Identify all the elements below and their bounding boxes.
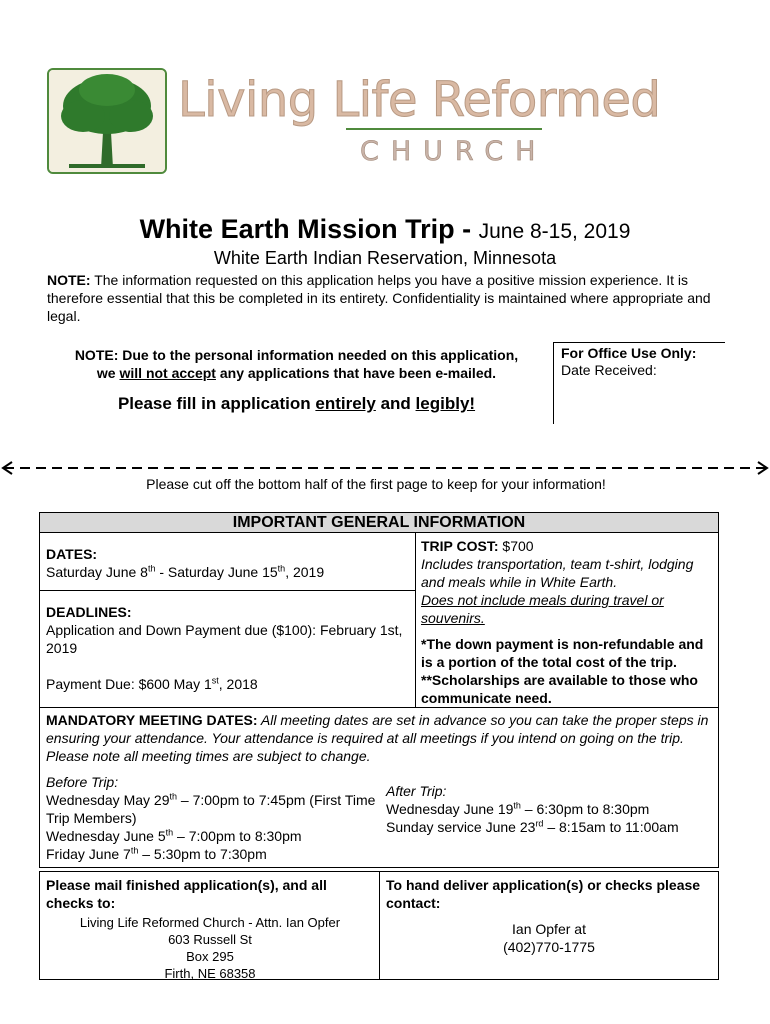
after-meeting-1: Wednesday June 19th – 6:30pm to 8:30pm (386, 800, 650, 817)
contact-info (386, 920, 712, 956)
mail-cell (46, 876, 374, 982)
info-row-divider (40, 590, 415, 591)
after-trip-meetings (386, 782, 716, 836)
note2-line2b: any applications that have been e-mailed. (215, 365, 497, 381)
info-row-divider-2 (40, 707, 718, 708)
note-label: NOTE: (47, 272, 91, 288)
note2-line2a: we (96, 365, 120, 381)
note2-line1: NOTE: Due to the personal information needed on this application, (74, 347, 519, 363)
address-line-4: Firth, NE 68358 (164, 966, 256, 981)
hand-deliver-label: To hand deliver application(s) or checks please contact: (386, 877, 701, 911)
tree-icon (49, 70, 165, 172)
address-line-3: Box 295 (186, 949, 234, 964)
mail-address (46, 914, 374, 982)
after-trip-label: After Trip: (386, 783, 447, 799)
before-trip-label: Before Trip: (46, 774, 119, 790)
info-header: IMPORTANT GENERAL INFORMATION (40, 513, 718, 533)
office-use-box (553, 342, 725, 424)
fill-text-a: Please fill in application (117, 394, 316, 413)
note-no-email (44, 346, 549, 382)
address-line-2: 603 Russell St (168, 932, 252, 947)
note2-emphasis: will not accept (119, 365, 216, 381)
church-logo-tree (47, 68, 167, 174)
fill-entirely: entirely (315, 394, 376, 413)
logo-divider (346, 128, 542, 130)
contact-phone: (402)770-1775 (503, 939, 595, 955)
deadlines-label: DEADLINES: (46, 604, 132, 620)
trip-cost: TRIP COST: $700 (421, 538, 534, 554)
contact-column-divider (379, 871, 380, 980)
mail-label: Please mail finished application(s), and all checks to: (46, 877, 327, 911)
page-title (0, 214, 770, 245)
info-column-divider (415, 533, 416, 708)
trip-not-included: Does not include meals during travel or souvenirs. (421, 592, 664, 626)
fill-text-b: and (375, 394, 416, 413)
meeting-dates (46, 711, 714, 765)
fill-legibly: legibly! (415, 394, 476, 413)
meeting-label: MANDATORY MEETING DATES: (46, 712, 258, 728)
deadlines-cell (46, 603, 411, 693)
dates-value: Saturday June 8th - Saturday June 15th, 2019 (46, 563, 325, 580)
before-meeting-2: Wednesday June 5th – 7:00pm to 8:30pm (46, 827, 302, 844)
title-date: June 8-15, 2019 (478, 220, 631, 243)
note-text: The information requested on this application helps you have a positive mission experience. It is therefore essential that this be completed in its entirety. Confidentiality is maintained where appropriate and legal. (47, 272, 711, 324)
office-title: For Office Use Only: (561, 345, 697, 361)
logo-subtitle: CHURCH (360, 136, 548, 167)
trip-cost-cell (421, 537, 713, 707)
dates-cell (46, 545, 411, 581)
date-received-label: Date Received: (561, 362, 657, 378)
page-subtitle: White Earth Indian Reservation, Minnesota (213, 248, 557, 268)
logo-title: Living Life Reformed (178, 72, 661, 128)
note-information (47, 271, 737, 325)
before-trip-meetings (46, 773, 376, 863)
contact-name: Ian Opfer at (512, 921, 586, 937)
hand-deliver-cell (386, 876, 714, 956)
dates-label: DATES: (46, 546, 98, 562)
down-payment-note: *The down payment is non-refundable and is a portion of the total cost of the trip. **Scholarships are available to those who communicate need. (421, 636, 704, 706)
deadline-payment: Payment Due: $600 May 1st, 2018 (46, 675, 258, 692)
fill-instruction (44, 394, 549, 414)
cut-line (0, 458, 770, 478)
meeting-text: All meeting dates are set in advance so you can take the proper steps in ensuring your attendance. Your attendance is required at all meetings if you intend on going on the trip. Please note all meeting times are subject to change. (46, 712, 709, 764)
deadline-application: Application and Down Payment due ($100): February 1st, 2019 (46, 622, 403, 656)
trip-includes: Includes transportation, team t-shirt, lodging and meals while in White Earth. (421, 556, 694, 590)
title-bold: White Earth Mission Trip - (139, 214, 479, 244)
before-meeting-3: Friday June 7th – 5:30pm to 7:30pm (46, 845, 267, 862)
address-line-1: Living Life Reformed Church - Attn. Ian Opfer (79, 915, 341, 930)
cut-instruction: Please cut off the bottom half of the first page to keep for your information! (146, 476, 606, 492)
before-meeting-1: Wednesday May 29th – 7:00pm to 7:45pm (First Time Trip Members) (46, 791, 376, 826)
after-meeting-2: Sunday service June 23rd – 8:15am to 11:00am (386, 818, 679, 835)
